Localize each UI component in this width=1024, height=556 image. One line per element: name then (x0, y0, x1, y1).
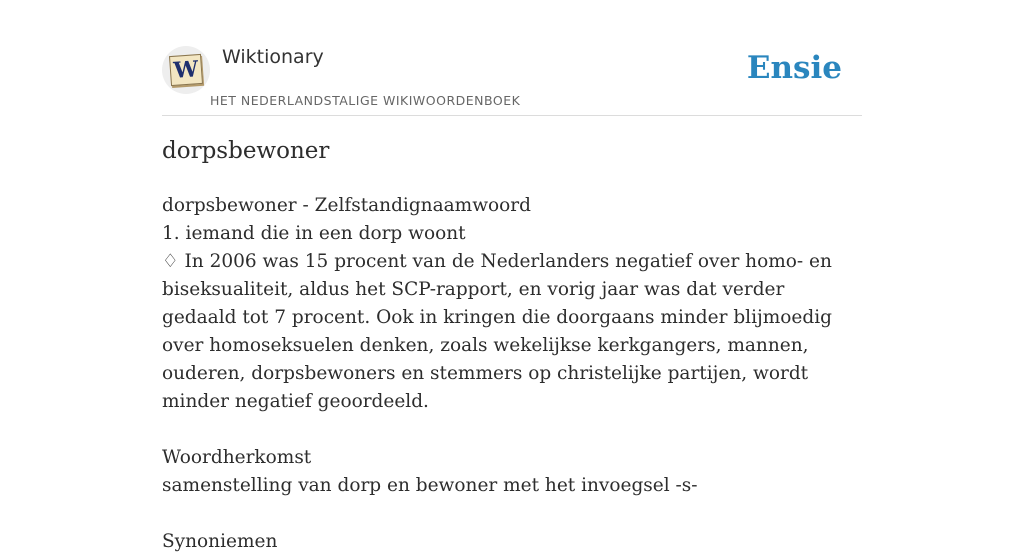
logo-w-tile-icon: W (169, 54, 203, 86)
synonyms-heading: Synoniemen (162, 531, 278, 552)
site-header (162, 40, 862, 116)
spacer (162, 500, 862, 528)
definition-header: dorpsbewoner - Zelfstandignaamwoord (162, 195, 531, 216)
page-title: dorpsbewoner (162, 138, 330, 164)
etymology-text: samenstelling van dorp en bewoner met het invoegsel -s- (162, 475, 698, 496)
spacer (162, 416, 862, 444)
site-name[interactable]: Wiktionary (222, 46, 324, 68)
example-sentence: ♢ In 2006 was 15 procent van de Nederlanders negatief over homo- en biseksualiteit, aldus het SCP-rapport, en vorig jaar was dat verder gedaald tot 7 procent. Ook in kringen die doorgaans minder blijmoedig over homoseksuelen denken, zoals wekelijkse kerkgangers, mannen, ouderen, dorpsbewoners en stemmers op christelijke partijen, wordt minder negatief geoordeeld. (162, 251, 832, 412)
definition-item: 1. iemand die in een dorp woont (162, 223, 466, 244)
wiktionary-logo[interactable] (162, 46, 210, 94)
ensie-brand-logo[interactable]: Ensie (746, 50, 842, 86)
entry-content (162, 192, 862, 556)
site-tagline: HET NEDERLANDSTALIGE WIKIWOORDENBOEK (210, 93, 521, 108)
etymology-heading: Woordherkomst (162, 447, 312, 468)
